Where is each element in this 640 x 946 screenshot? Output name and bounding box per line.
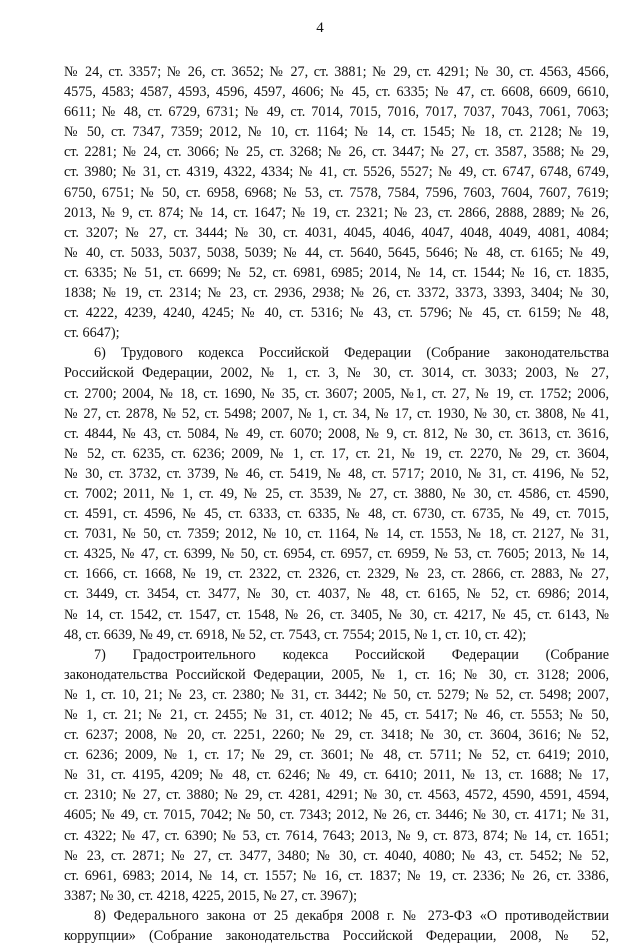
text-line: ст. 2700; 2004, № 18, ст. 1690, № 35, ст. 3607; 2005, №1, ст. 27, № 19, ст. 1752; 2006, (64, 385, 609, 402)
text-line: ст. 4222, 4239, 4240, 4245; № 40, ст. 5316; № 43, ст. 5796; № 45, ст. 6159; № 48, (64, 305, 609, 322)
text-line: ст. 6335; № 51, ст. 6699; № 52, ст. 6981, 6985; 2014, № 14, ст. 1544; № 16, ст. 1835, (64, 264, 609, 281)
paragraph-item-8-anticorruption-law (64, 906, 609, 946)
text-line: ст. 2310; № 27, ст. 3880; № 29, ст. 4281, 4291; № 30, ст. 4563, 4572, 4590, 4591, 4594, (64, 787, 609, 804)
text-line: 1838; № 19, ст. 2314; № 23, ст. 2936, 2938; № 26, ст. 3372, 3373, 3393, 3404; № 30, (64, 285, 609, 302)
text-line: ст. 6647); (64, 325, 120, 342)
text-line: 4575, 4583; 4587, 4593, 4596, 4597, 4606; № 45, ст. 6335; № 47, ст. 6608, 6609, 6610, (64, 84, 609, 101)
text-line: Российской Федерации, 2002, № 1, ст. 3, № 30, ст. 3014, ст. 3033; 2003, № 27, (64, 365, 609, 382)
text-line: ст. 1666, ст. 1668, № 19, ст. 2322, ст. 2326, ст. 2329, № 23, ст. 2866, ст. 2883, № 27, (64, 566, 609, 583)
text-line: 8) Федерального закона от 25 декабря 2008 г. № 273-ФЗ «О противодействии (94, 907, 609, 924)
page-number: 4 (316, 20, 324, 36)
text-line: 7) Градостроительного кодекса Российской Федерации (Собрание (94, 646, 609, 663)
text-line: 3387; № 30, ст. 4218, 4225, 2015, № 27, ст. 3967); (64, 887, 358, 904)
paragraph-item-7-urban-planning-code (64, 645, 609, 906)
text-line: ст. 6237; 2008, № 20, ст. 2251, 2260; № 29, ст. 3418; № 30, ст. 3604, 3616; № 52, (64, 727, 609, 744)
text-line: 6611; № 48, ст. 6729, 6731; № 49, ст. 7014, 7015, 7016, 7017, 7037, 7043, 7061, 7063; (64, 104, 609, 121)
text-line: ст. 4322; № 47, ст. 6390; № 53, ст. 7614, 7643; 2013, № 9, ст. 873, 874; № 14, ст. 1651; (64, 827, 609, 844)
text-line: ст. 7031, № 50, ст. 7359; 2012, № 10, ст. 1164, № 14, ст. 1553, № 18, ст. 2127, № 31, (64, 526, 609, 543)
text-line: № 27, ст. 2878, № 52, ст. 5498; 2007, № 1, ст. 34, № 17, ст. 1930, № 30, ст. 3808, № 41, (64, 405, 609, 422)
text-line: № 14, ст. 1542, ст. 1547, ст. 1548, № 26, ст. 3405, № 30, ст. 4217, № 45, ст. 6143, № (64, 606, 609, 623)
text-line: № 30, ст. 3732, ст. 3739, № 46, ст. 5419, № 48, ст. 5717; 2010, № 31, ст. 4196, № 52, (64, 465, 609, 482)
text-line: ст. 3449, ст. 3454, ст. 3477, № 30, ст. 4037, № 48, ст. 6165, № 52, ст. 6986; 2014, (64, 586, 609, 603)
text-line: ст. 4325, № 47, ст. 6399, № 50, ст. 6954, ст. 6957, ст. 6959, № 53, ст. 7605; 2013, № 14, (64, 546, 609, 563)
text-line: законодательства Российской Федерации, 2005, № 1, ст. 16; № 30, ст. 3128; 2006, (64, 666, 609, 683)
text-line: ст. 3980; № 31, ст. 4319, 4322, 4334; № 41, ст. 5526, 5527; № 49, ст. 6747, 6748, 6749, (64, 164, 609, 181)
text-line: ст. 3207; № 27, ст. 3444; № 30, ст. 4031, 4045, 4046, 4047, 4048, 4049, 4081, 4084; (64, 224, 609, 241)
text-line: 6750, 6751; № 50, ст. 6958, 6968; № 53, ст. 7578, 7584, 7596, 7603, 7604, 7607, 7619; (64, 184, 609, 201)
text-line: № 40, ст. 5033, 5037, 5038, 5039; № 44, ст. 5640, 5645, 5646; № 48, ст. 6165; № 49, (64, 244, 609, 261)
text-line: № 50, ст. 7347, 7359; 2012, № 10, ст. 1164; № 14, ст. 1545; № 18, ст. 2128; № 19, (64, 124, 609, 141)
text-line: № 52, ст. 6235, ст. 6236; 2009, № 1, ст. 17, ст. 21, № 19, ст. 2270, № 29, ст. 3604, (64, 445, 609, 462)
text-line: 48, ст. 6639, № 49, ст. 6918, № 52, ст. 7543, ст. 7554; 2015, № 1, ст. 10, ст. 42); (64, 626, 527, 643)
text-line: коррупции» (Собрание законодательства Российской Федерации, 2008, № 52, (64, 928, 609, 945)
text-line: № 1, ст. 10, 21; № 23, ст. 2380; № 31, ст. 3442; № 50, ст. 5279; № 52, ст. 5498; 2007, (64, 686, 609, 703)
text-line: 6) Трудового кодекса Российской Федерации (Собрание законодательства (94, 345, 609, 362)
text-line: 4605; № 49, ст. 7015, 7042; № 50, ст. 7343; 2012, № 26, ст. 3446; № 30, ст. 4171; № 31, (64, 807, 609, 824)
document-body (64, 62, 609, 946)
text-line: № 23, ст. 2871; № 27, ст. 3477, 3480; № 30, ст. 4040, 4080; № 43, ст. 5452; № 52, (64, 847, 609, 864)
text-line: ст. 2281; № 24, ст. 3066; № 25, ст. 3268; № 26, ст. 3447; № 27, ст. 3587, 3588; № 29, (64, 144, 609, 161)
paragraph-item-6-labor-code (64, 343, 609, 644)
text-line: 2013, № 9, ст. 874; № 14, ст. 1647; № 19, ст. 2321; № 23, ст. 2866, 2888, 2889; № 26, (64, 204, 609, 221)
text-line: № 24, ст. 3357; № 26, ст. 3652; № 27, ст. 3881; № 29, ст. 4291; № 30, ст. 4563, 4566, (64, 64, 609, 80)
paragraph-item-5-continuation (64, 62, 609, 343)
text-line: ст. 7002; 2011, № 1, ст. 49, № 25, ст. 3539, № 27, ст. 3880, № 30, ст. 4586, ст. 4590, (64, 485, 609, 502)
text-line: № 1, ст. 21; № 21, ст. 2455; № 31, ст. 4012; № 45, ст. 5417; № 46, ст. 5553; № 50, (64, 707, 609, 723)
text-line: № 31, ст. 4195, 4209; № 48, ст. 6246; № 49, ст. 6410; 2011, № 13, ст. 1688; № 17, (64, 767, 609, 784)
text-line: ст. 4844, № 43, ст. 5084, № 49, ст. 6070; 2008, № 9, ст. 812, № 30, ст. 3613, ст. 3616, (64, 425, 609, 442)
text-line: ст. 4591, ст. 4596, № 45, ст. 6333, ст. 6335, № 48, ст. 6730, ст. 6735, № 49, ст. 7015, (64, 506, 609, 523)
text-line: ст. 6236; 2009, № 1, ст. 17; № 29, ст. 3601; № 48, ст. 5711; № 52, ст. 6419; 2010, (64, 747, 609, 764)
text-line: ст. 6961, 6983; 2014, № 14, ст. 1557; № 16, ст. 1837; № 19, ст. 2336; № 26, ст. 3386, (64, 867, 609, 884)
